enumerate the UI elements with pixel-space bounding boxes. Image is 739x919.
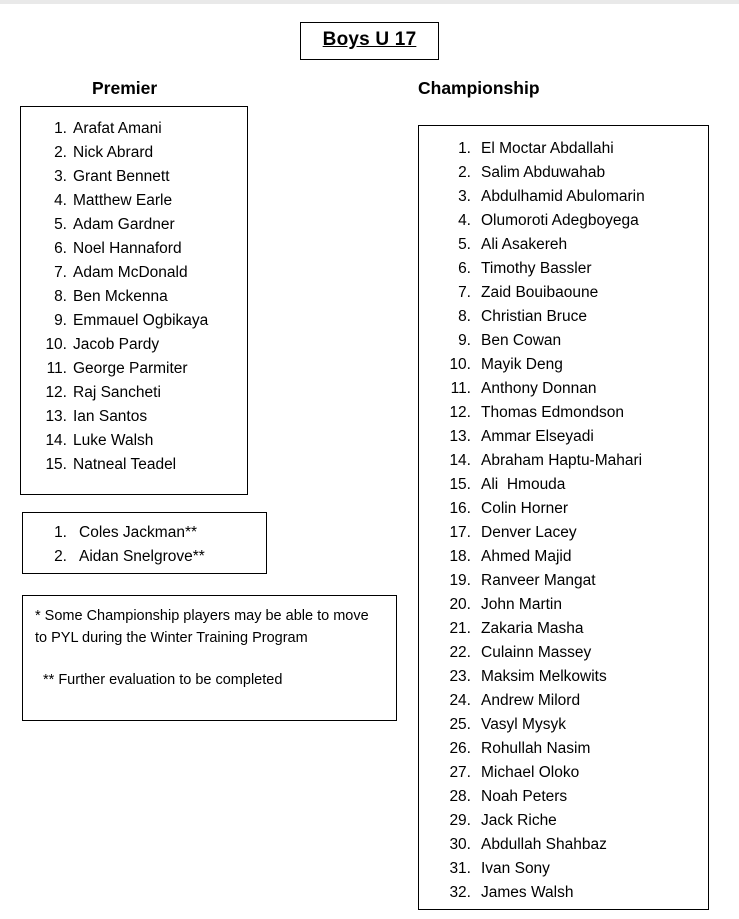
list-item — [39, 237, 247, 261]
list-item — [39, 189, 247, 213]
championship-roster-box — [418, 125, 709, 910]
list-item-number: 4. — [54, 192, 67, 209]
player-name: El Moctar Abdallahi — [481, 140, 614, 157]
list-item-number: 6. — [54, 240, 67, 257]
player-name: Maksim Melkowits — [481, 668, 607, 685]
player-name: Matthew Earle — [73, 192, 173, 209]
player-name: George Parmiter — [73, 360, 188, 377]
list-item — [39, 117, 247, 141]
player-name: Rohullah Nasim — [481, 740, 591, 757]
list-item — [39, 333, 247, 357]
list-item — [447, 161, 708, 185]
list-item — [447, 185, 708, 209]
list-item-number: 5. — [458, 236, 471, 253]
player-name: Salim Abduwahab — [481, 164, 606, 181]
list-item — [447, 425, 708, 449]
list-item-number: 6. — [458, 260, 471, 277]
list-item — [447, 689, 708, 713]
player-name: Timothy Bassler — [481, 260, 592, 277]
player-name: Ali Hmouda — [481, 476, 566, 493]
list-item-number: 2. — [54, 144, 67, 161]
list-item — [447, 521, 708, 545]
list-item — [447, 257, 708, 281]
notes-box — [22, 595, 397, 721]
list-item-number: 12. — [449, 404, 471, 421]
player-name: Ben Mckenna — [73, 288, 168, 305]
player-name: Arafat Amani — [73, 120, 162, 137]
list-item-number: 9. — [54, 312, 67, 329]
list-item — [447, 233, 708, 257]
premier-column-header: Premier — [92, 78, 158, 98]
list-item — [447, 209, 708, 233]
title-container — [0, 22, 739, 60]
player-name: Culainn Massey — [481, 644, 592, 661]
list-item-number: 31. — [449, 860, 471, 877]
list-item — [447, 377, 708, 401]
list-item — [447, 137, 708, 161]
list-item — [447, 305, 708, 329]
list-item-number: 8. — [54, 288, 67, 305]
list-item-number: 17. — [449, 524, 471, 541]
list-item-number: 21. — [449, 620, 471, 637]
player-name: Anthony Donnan — [481, 380, 597, 397]
player-name: Jacob Pardy — [73, 336, 160, 353]
player-name: John Martin — [481, 596, 562, 613]
list-item — [447, 353, 708, 377]
player-name: Natneal Teadel — [73, 456, 177, 473]
note-championship-movement: * Some Championship players may be able to move to PYL during the Winter Training Program — [35, 608, 369, 646]
player-name: Mayik Deng — [481, 356, 563, 373]
list-item — [47, 545, 266, 569]
player-name: Ammar Elseyadi — [481, 428, 594, 445]
player-name: Grant Bennett — [73, 168, 170, 185]
list-item — [39, 261, 247, 285]
list-item — [39, 381, 247, 405]
list-item-number: 4. — [458, 212, 471, 229]
player-name: Vasyl Mysyk — [481, 716, 566, 733]
player-name: Zaid Bouibaoune — [481, 284, 599, 301]
player-name: Ben Cowan — [481, 332, 562, 349]
player-name: Adam McDonald — [73, 264, 188, 281]
player-name: Luke Walsh — [73, 432, 154, 449]
list-item-number: 19. — [449, 572, 471, 589]
list-item — [39, 429, 247, 453]
list-item-number: 32. — [449, 884, 471, 901]
list-item-number: 5. — [54, 216, 67, 233]
list-item-number: 1. — [54, 524, 67, 541]
list-item-number: 29. — [449, 812, 471, 829]
list-item-number: 13. — [45, 408, 67, 425]
player-name: Nick Abrard — [73, 144, 154, 161]
list-item-number: 20. — [449, 596, 471, 613]
list-item — [447, 569, 708, 593]
premier-roster-list — [21, 107, 247, 477]
player-name: Abdulhamid Abulomarin — [481, 188, 645, 205]
list-item-number: 10. — [45, 336, 67, 353]
list-item-number: 22. — [449, 644, 471, 661]
list-item — [447, 833, 708, 857]
player-name: Adam Gardner — [73, 216, 175, 233]
player-name: Andrew Milord — [481, 692, 581, 709]
list-item-number: 16. — [449, 500, 471, 517]
player-name: Olumoroti Adegboyega — [481, 212, 639, 229]
list-item-number: 25. — [449, 716, 471, 733]
player-name: Emmauel Ogbikaya — [73, 312, 209, 329]
player-name: Ian Santos — [73, 408, 148, 425]
list-item-number: 7. — [458, 284, 471, 301]
list-item — [447, 473, 708, 497]
player-name: Denver Lacey — [481, 524, 577, 541]
list-item — [447, 713, 708, 737]
list-item — [447, 809, 708, 833]
list-item-number: 8. — [458, 308, 471, 325]
player-name: Abraham Haptu-Mahari — [481, 452, 643, 469]
list-item-number: 2. — [458, 164, 471, 181]
player-name: Christian Bruce — [481, 308, 587, 325]
list-item-number: 30. — [449, 836, 471, 853]
list-item-number: 28. — [449, 788, 471, 805]
player-name: Ranveer Mangat — [481, 572, 596, 589]
title-box — [300, 22, 440, 60]
list-item-number: 14. — [45, 432, 67, 449]
list-item-number: 3. — [54, 168, 67, 185]
note-further-evaluation: ** Further evaluation to be completed — [43, 672, 283, 688]
list-item — [447, 449, 708, 473]
player-name: Ahmed Majid — [481, 548, 572, 565]
premier-roster-box — [20, 106, 248, 495]
championship-roster-list — [419, 126, 708, 905]
list-item-number: 1. — [458, 140, 471, 157]
list-item — [39, 453, 247, 477]
player-name: Noah Peters — [481, 788, 568, 805]
player-name: Abdullah Shahbaz — [481, 836, 607, 853]
list-item — [447, 881, 708, 905]
player-name: Aidan Snelgrove** — [79, 548, 205, 565]
list-item-number: 11. — [46, 360, 67, 377]
list-item-number: 13. — [449, 428, 471, 445]
list-item-number: 10. — [449, 356, 471, 373]
list-item-number: 23. — [449, 668, 471, 685]
list-item-number: 7. — [54, 264, 67, 281]
player-name: Zakaria Masha — [481, 620, 584, 637]
list-item-number: 15. — [449, 476, 471, 493]
list-item — [447, 593, 708, 617]
player-name: Thomas Edmondson — [481, 404, 625, 421]
list-item-number: 24. — [449, 692, 471, 709]
list-item — [447, 857, 708, 881]
list-item-number: 2. — [54, 548, 67, 565]
list-item — [447, 281, 708, 305]
list-item — [447, 665, 708, 689]
list-item-number: 14. — [449, 452, 471, 469]
player-name: Ali Asakereh — [481, 236, 568, 253]
premier-pending-list — [23, 513, 266, 569]
list-item — [39, 141, 247, 165]
list-item — [39, 309, 247, 333]
list-item — [447, 785, 708, 809]
list-item — [39, 285, 247, 309]
list-item — [447, 761, 708, 785]
list-item — [39, 213, 247, 237]
list-item — [447, 617, 708, 641]
premier-pending-box — [22, 512, 267, 574]
page-title: Boys U 17 — [322, 29, 417, 50]
list-item-number: 9. — [458, 332, 471, 349]
player-name: Coles Jackman** — [79, 524, 198, 541]
player-name: Michael Oloko — [481, 764, 580, 781]
list-item-number: 27. — [449, 764, 471, 781]
player-name: Jack Riche — [481, 812, 557, 829]
player-name: Colin Horner — [481, 500, 569, 517]
championship-column-header: Championship — [418, 78, 540, 98]
list-item — [39, 165, 247, 189]
player-name: James Walsh — [481, 884, 574, 901]
list-item — [447, 545, 708, 569]
player-name: Ivan Sony — [481, 860, 550, 877]
list-item-number: 15. — [45, 456, 67, 473]
list-item-number: 12. — [45, 384, 67, 401]
list-item — [39, 405, 247, 429]
list-item — [447, 497, 708, 521]
player-name: Raj Sancheti — [73, 384, 161, 401]
list-item-number: 26. — [449, 740, 471, 757]
list-item — [447, 329, 708, 353]
list-item-number: 18. — [449, 548, 471, 565]
player-name: Noel Hannaford — [73, 240, 182, 257]
list-item — [39, 357, 247, 381]
list-item-number: 11. — [450, 380, 471, 397]
list-item — [447, 641, 708, 665]
list-item — [447, 737, 708, 761]
list-item-number: 1. — [54, 120, 67, 137]
list-item-number: 3. — [458, 188, 471, 205]
list-item — [47, 521, 266, 545]
list-item — [447, 401, 708, 425]
